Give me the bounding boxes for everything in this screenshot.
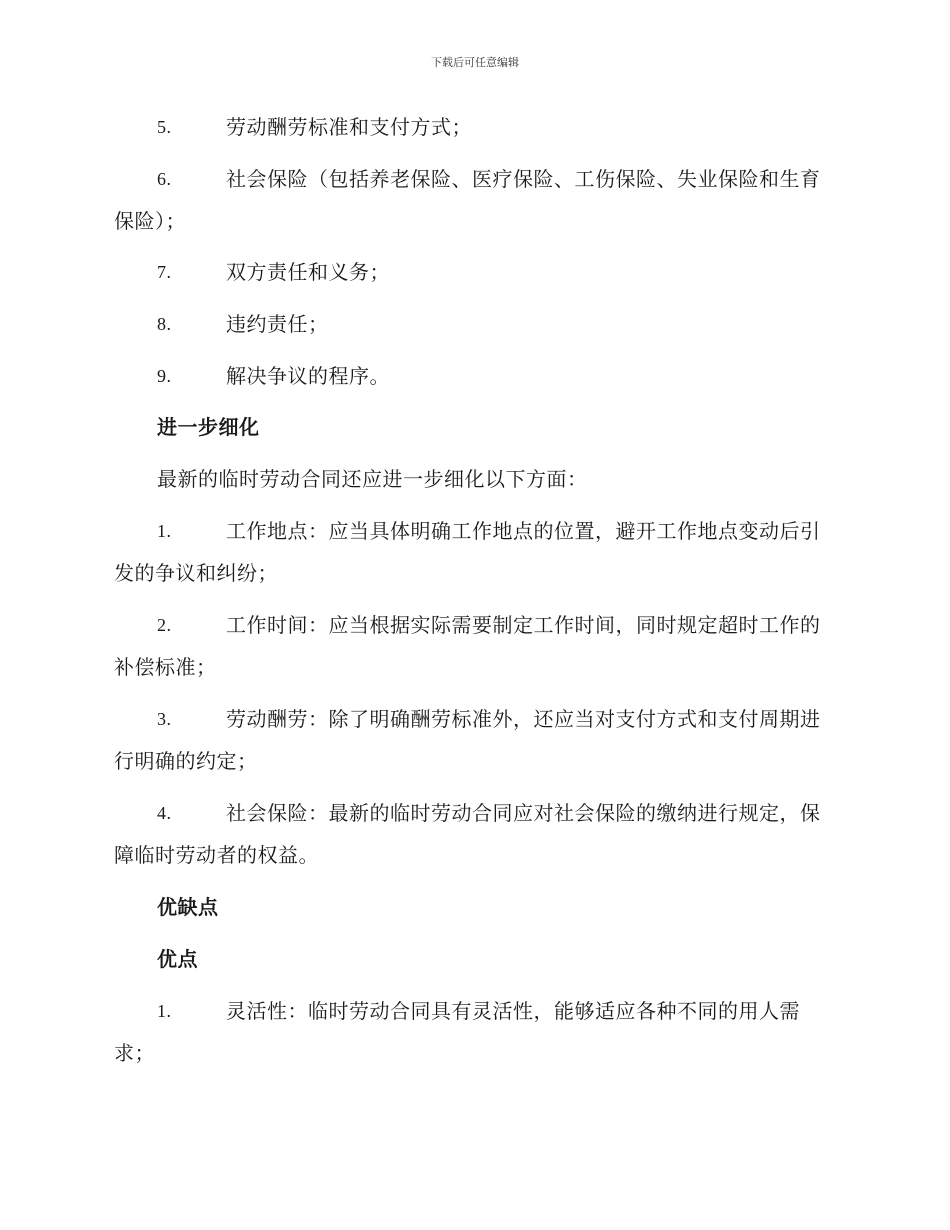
list-item-text: 劳动酬劳标准和支付方式； bbox=[226, 115, 472, 139]
list-item bbox=[114, 158, 834, 242]
list-item bbox=[114, 251, 834, 293]
list-item-number: 9. bbox=[157, 366, 172, 386]
sub-heading-pros: 优点 bbox=[157, 947, 198, 971]
list-item-text: 灵活性：临时劳动合同具有灵活性，能够适应各种不同的用人需求； bbox=[114, 999, 800, 1065]
list-item-text: 解决争议的程序。 bbox=[226, 364, 390, 388]
page-header-note: 下载后可任意编辑 bbox=[431, 56, 519, 69]
list-item-text: 违约责任； bbox=[226, 312, 329, 336]
list-item-text: 工作地点：应当具体明确工作地点的位置，避开工作地点变动后引发的争议和纠纷； bbox=[114, 519, 821, 585]
list-item-text: 劳动酬劳：除了明确酬劳标准外，还应当对支付方式和支付周期进行明确的约定； bbox=[114, 707, 821, 773]
list-item-text: 社会保险：最新的临时劳动合同应对社会保险的缴纳进行规定，保障临时劳动者的权益。 bbox=[114, 801, 821, 867]
list-item-number: 6. bbox=[157, 169, 172, 189]
list-item-number: 8. bbox=[157, 314, 172, 334]
list-item-number: 7. bbox=[157, 262, 172, 282]
section-heading-pros-cons: 优缺点 bbox=[157, 895, 219, 919]
list-item bbox=[114, 106, 834, 148]
list-item-number: 5. bbox=[157, 117, 172, 137]
list-item-text: 双方责任和义务； bbox=[226, 260, 390, 284]
list-item bbox=[114, 510, 834, 594]
list-item bbox=[114, 303, 834, 345]
list-item-number: 2. bbox=[157, 615, 172, 635]
list-item bbox=[114, 698, 834, 782]
list-item-text: 社会保险（包括养老保险、医疗保险、工伤保险、失业保险和生育保险）； bbox=[114, 167, 821, 233]
list-item bbox=[114, 792, 834, 876]
list-item-number: 3. bbox=[157, 709, 172, 729]
list-item bbox=[114, 355, 834, 397]
list-item bbox=[114, 990, 834, 1074]
section-heading-refine: 进一步细化 bbox=[157, 415, 260, 439]
list-item-number: 4. bbox=[157, 803, 172, 823]
list-item-number: 1. bbox=[157, 521, 172, 541]
list-item-number: 1. bbox=[157, 1001, 172, 1021]
list-item-text: 工作时间：应当根据实际需要制定工作时间，同时规定超时工作的补偿标准； bbox=[114, 613, 821, 679]
section-intro-paragraph: 最新的临时劳动合同还应进一步细化以下方面： bbox=[157, 467, 588, 491]
list-item bbox=[114, 604, 834, 688]
